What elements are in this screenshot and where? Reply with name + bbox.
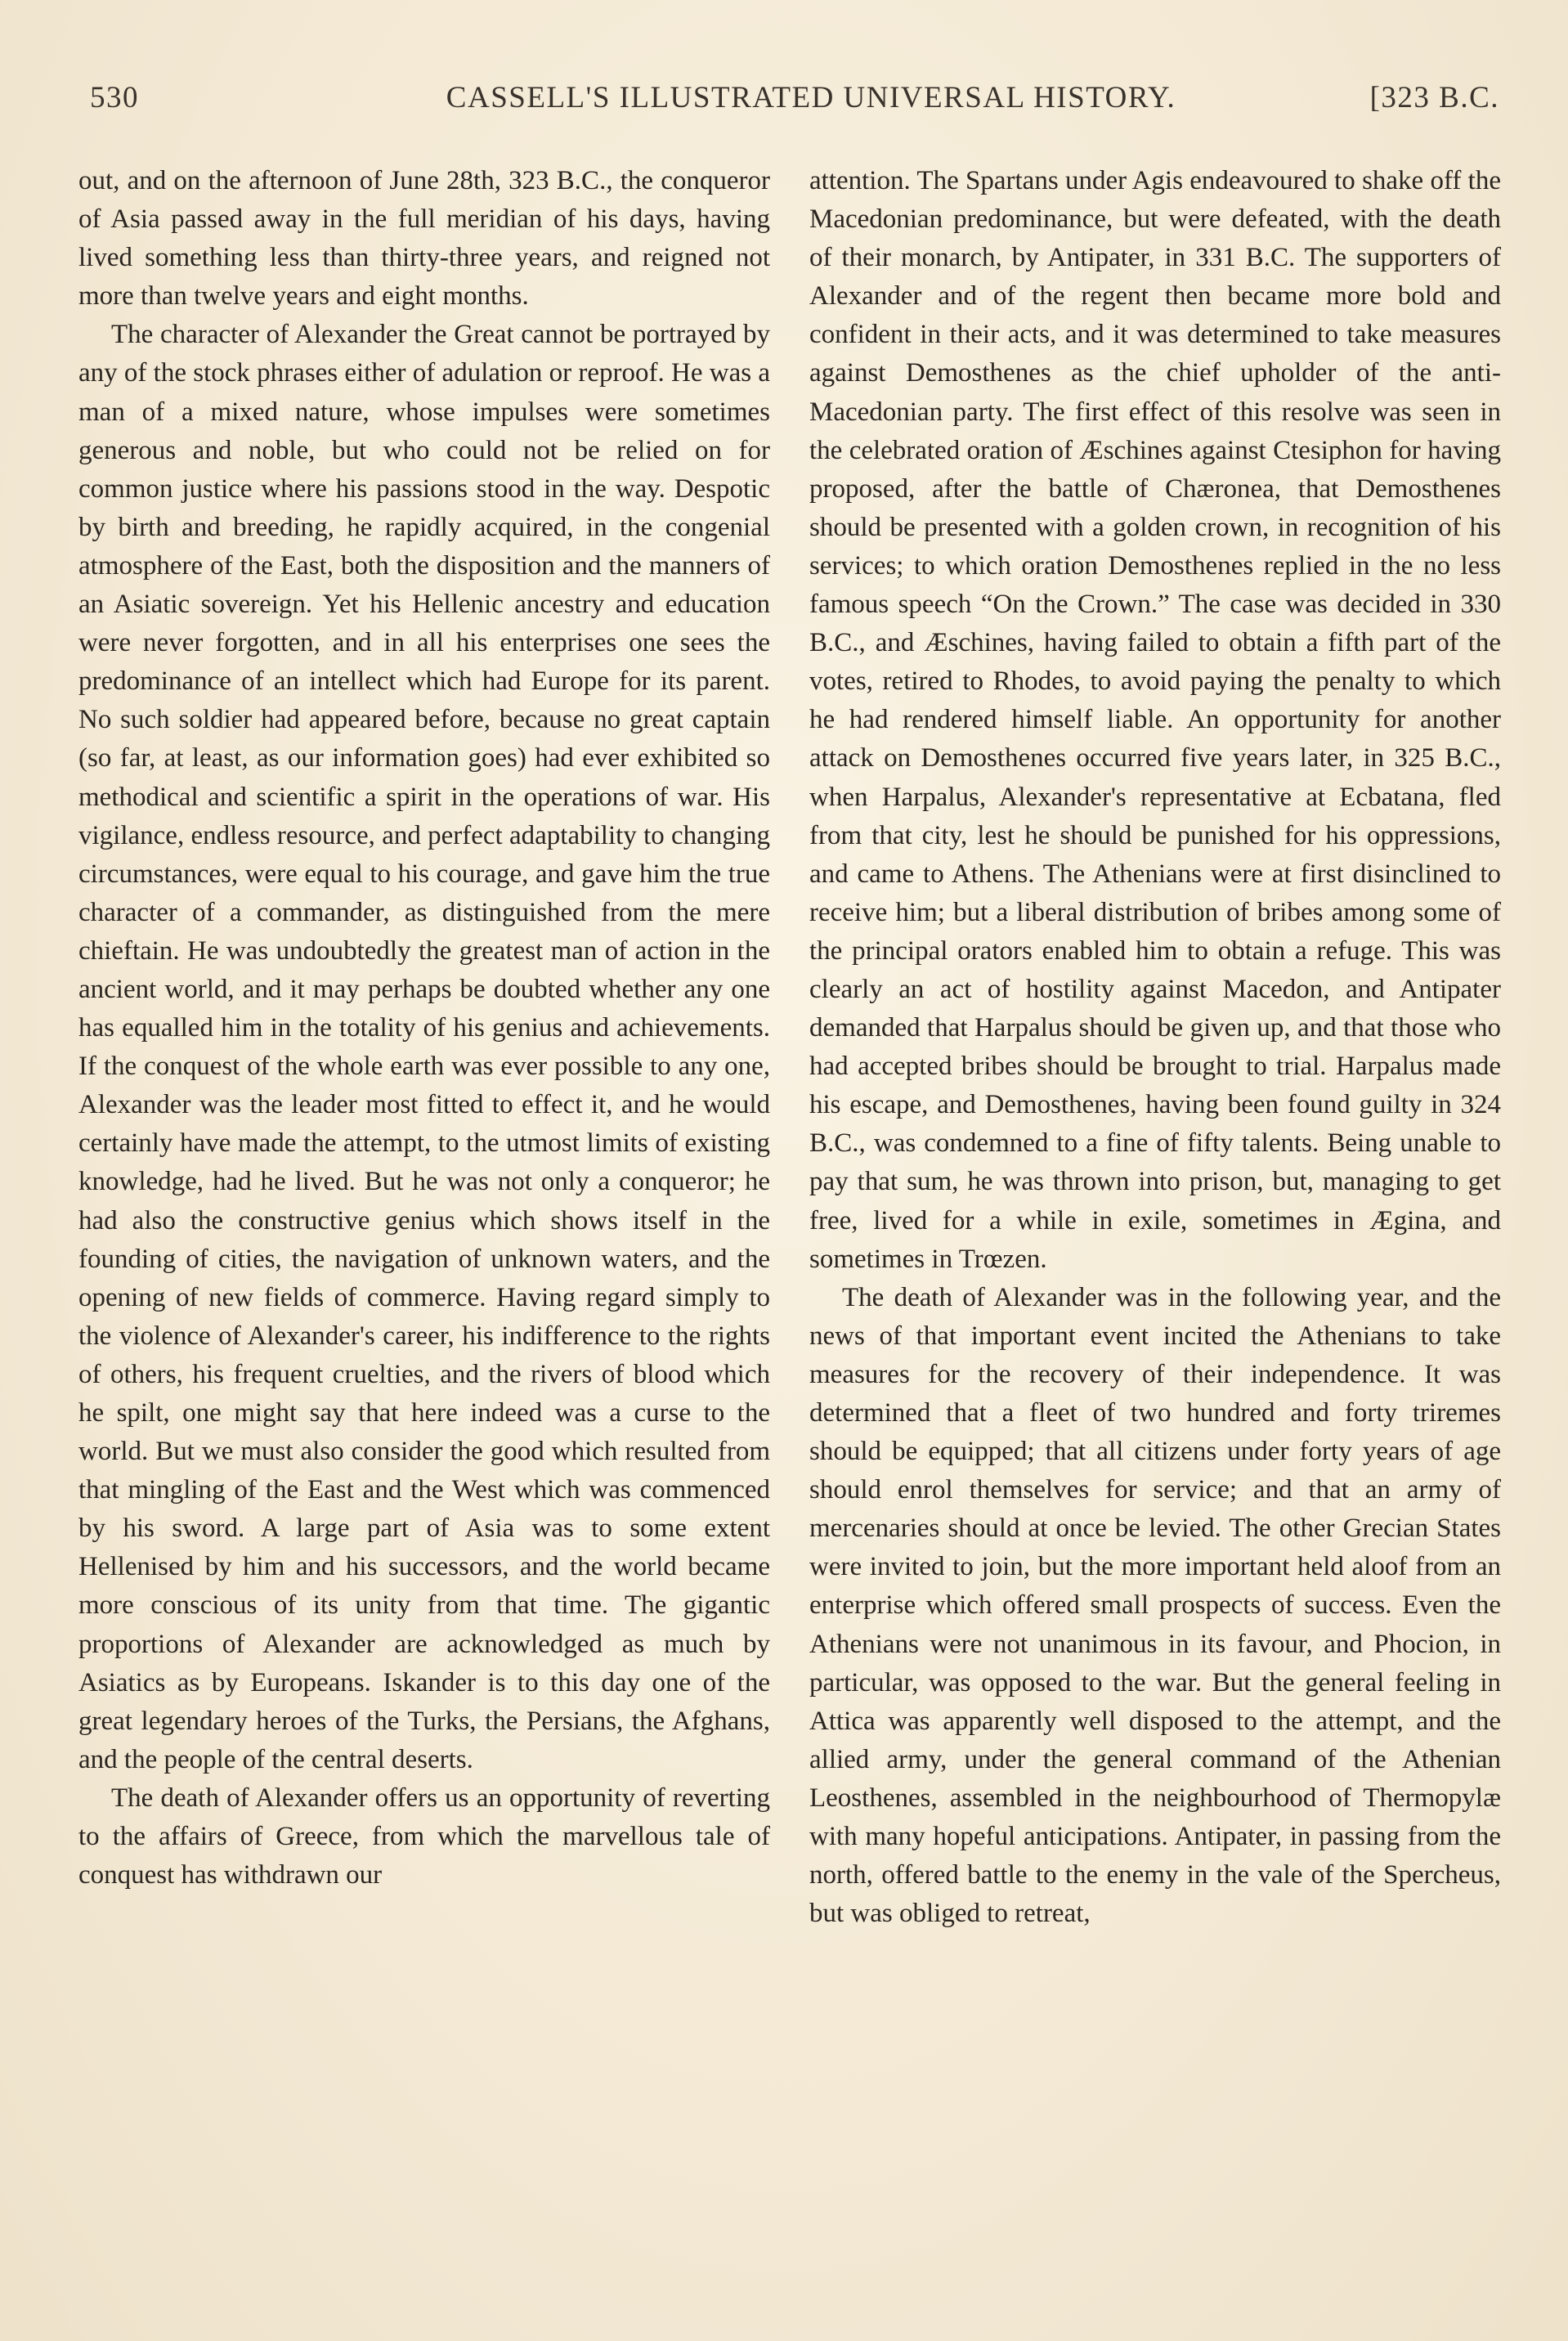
date-range: [323 B.C.	[1369, 81, 1499, 114]
page-number: 530	[90, 81, 139, 114]
paragraph: The character of Alexander the Great cannot be portrayed by any of the stock phrases either of adulation or reproof. He was a man of a mixed nature, whose impulses were sometimes generous and noble, but who could not be relied on for common justice where his passions stood in the way. Despotic by birth and breeding, he rapidly acquired, in the congenial atmosphere of the East, both the disposition and the manners of an Asiatic sovereign. Yet his Hellenic ancestry and education were never forgotten, and in all his enterprises one sees the predominance of an intellect which had Europe for its parent. No such soldier had appeared before, because no great captain (so far, at least, as our information goes) had ever exhibited so methodical and scientific a spirit in the operations of war. His vigilance, endless resource, and perfect adaptability to changing circumstances, were equal to his courage, and gave him the true character of a commander, as distinguished from the mere chieftain. He was undoubtedly the greatest man of action in the ancient world, and it may perhaps be doubted whether any one has equalled him in the totality of his genius and achievements. If the conquest of the whole earth was ever possible to any one, Alexander was the leader most fitted to effect it, and he would certainly have made the attempt, to the utmost limits of existing knowledge, had he lived. But he was not only a conqueror; he had also the constructive genius which shows itself in the founding of cities, the navigation of unknown waters, and the opening of new fields of commerce. Having regard simply to the violence of Alexander's career, his indifference to the rights of others, his frequent cruelties, and the rivers of blood which he spilt, one might say that here indeed was a curse to the world. But we must also consider the good which resulted from that mingling of the East and the West which was commenced by his sword. A large part of Asia was to some extent Hellenised by him and his successors, and the world became more conscious of its unity from that time. The gigantic proportions of Alexander are acknowledged as much by Asiatics as by Europeans. Iskander is to this day one of the great legendary heroes of the Turks, the Persians, the Afghans, and the people of the central deserts.	[78, 320, 770, 1774]
paragraph: attention. The Spartans under Agis endeavoured to shake off the Macedonian predominance, but were defeated, with the death of their monarch, by Antipater, in 331 B.C. The supporters of Alexander and of the regent then became more bold and confident in their acts, and it was determined to take measures against Demosthenes as the chief upholder of the anti-Macedonian party. The first effect of this resolve was seen in the celebrated oration of Æschines against Ctesiphon for having proposed, after the battle of Chæronea, that Demosthenes should be presented with a golden crown, in recognition of his services; to which oration Demosthenes replied in the no less famous speech “On the Crown.” The case was decided in 330 B.C., and Æschines, having failed to obtain a fifth part of the votes, retired to Rhodes, to avoid paying the penalty to which he had rendered himself liable. An opportunity for another attack on Demosthenes occurred five years later, in 325 B.C., when Harpalus, Alexander's representative at Ecbatana, fled from that city, lest he should be punished for his oppressions, and came to Athens. The Athenians were at first disinclined to receive him; but a liberal distribution of bribes among some of the principal orators enabled him to obtain a refuge. This was clearly an act of hostility against Macedon, and Antipater demanded that Harpalus should be given up, and that those who had accepted bribes should be brought to trial. Harpalus made his escape, and Demosthenes, having been found guilty in 324 B.C., was condemned to a fine of fifty talents. Being unable to pay that sum, he was thrown into prison, but, managing to get free, lived for a while in exile, sometimes in Ægina, and sometimes in Trœzen.	[809, 166, 1501, 1274]
running-header	[90, 80, 1499, 129]
running-title: CASSELL'S ILLUSTRATED UNIVERSAL HISTORY.	[446, 81, 1176, 114]
left-column	[78, 162, 770, 2304]
paragraph: out, and on the afternoon of June 28th, 323 B.C., the conqueror of Asia passed away in the full meridian of his days, having lived something less than thirty-three years, and reigned not more than twelve years and eight months.	[78, 166, 770, 312]
paragraph: The death of Alexander offers us an opportunity of reverting to the affairs of Greece, from which the marvellous tale of conquest has withdrawn our	[78, 1783, 770, 1890]
paragraph: The death of Alexander was in the following year, and the news of that important event incited the Athenians to take measures for the recovery of their independence. It was determined that a fleet of two hundred and forty triremes should be equipped; that all citizens under forty years of age should enrol themselves for service; and that an army of mercenaries should at once be levied. The other Grecian States were invited to join, but the more important held aloof from an enterprise which offered small prospects of success. Even the Athenians were not unanimous in its favour, and Phocion, in particular, was opposed to the war. But the general feeling in Attica was apparently well disposed to the attempt, and the allied army, under the general command of the Athenian Leosthenes, assembled in the neighbourhood of Thermopylæ with many hopeful anticipations. Antipater, in passing from the north, offered battle to the enemy in the vale of the Spercheus, but was obliged to retreat,	[809, 1282, 1501, 1929]
text-columns	[78, 162, 1501, 2304]
right-column	[809, 162, 1501, 2304]
